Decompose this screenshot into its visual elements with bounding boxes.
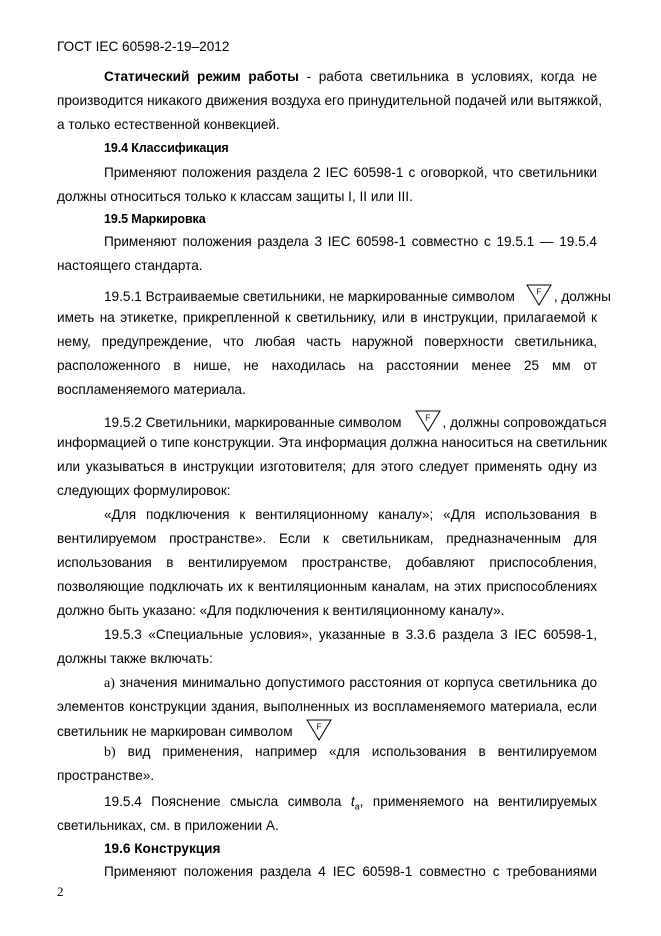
p1953-line-1: 19.5.3 «Специальные условия», указанные в 3.3.6 раздела 3 IEC 60598-1, (104, 627, 597, 642)
svg-text:F: F (536, 287, 542, 297)
svg-text:F: F (425, 413, 430, 423)
s19-4-line-2: должны относиться только к классам защиты I, II или III. (57, 189, 413, 204)
p1951-line-2: иметь на этикетке, прикрепленной к светильнику, или в инструкции, прилагаемой к (57, 310, 597, 325)
s19-4-line-1: Применяют положения раздела 2 IEC 60598-1 с оговоркой, что светильники (104, 165, 597, 180)
heading-19-6: 19.6 Конструкция (104, 841, 221, 856)
f-symbol-icon (414, 410, 442, 432)
p1952-line-4: следующих формулировок: (57, 483, 231, 498)
f-symbol-icon (525, 284, 553, 306)
p1954-text-a: 19.5.4 Пояснение смысла символа (104, 794, 342, 809)
p1953-line-2: должны также включать: (57, 651, 213, 666)
p1953-item-b-line-2: пространстве». (57, 768, 155, 783)
p1954-text-b: , применяемого на вентилируемых (359, 794, 597, 809)
p1952-line-5: «Для подключения к вентиляционному каналу»; «Для использования в (104, 507, 597, 522)
p1951-text-b: , должны (553, 289, 611, 304)
heading-19-4: 19.4 Классификация (104, 141, 229, 155)
term-static-mode: Статический режим работы (104, 69, 299, 84)
intro-text-1: - работа светильника в условиях, когда не (306, 69, 598, 84)
page-number: 2 (57, 884, 64, 899)
s19-5-line-2: настоящего стандарта. (57, 258, 203, 273)
p1954-line-1 (104, 794, 597, 812)
f-symbol-icon (305, 719, 333, 741)
p1952-line-3: или указываться в инструкции изготовителя; для этого следует применять одну из (57, 459, 597, 474)
p1951-text-a: 19.5.1 Встраиваемые светильники, не маркированные символом (104, 289, 515, 304)
intro-line-1 (104, 69, 597, 84)
p1952-line-8: позволяющие подключать их к вентиляционным каналам, на этих приспособлениях (57, 579, 597, 594)
p1953-item-a-line-1 (104, 675, 597, 692)
item-a-text-3: светильник не маркирован символом (57, 724, 293, 739)
p1951-line-4: расположенного в нише, не находилась на расстоянии менее 25 мм от (57, 358, 597, 373)
p1951-line-5: воспламеняемого материала. (57, 382, 246, 397)
p1954-line-2: светильниках, см. в приложении А. (57, 818, 279, 833)
p1952-line-9: должно быть указано: «Для подключения к вентиляционному каналу». (57, 603, 505, 618)
p1953-item-a-line-2: элементов конструкции здания, выполненных из воспламеняемого материала, если (57, 699, 597, 714)
p1951-line-3: нему, предупреждение, что любая часть наружной поверхности светильника, (57, 334, 597, 349)
p1952-text-a: 19.5.2 Светильники, маркированные символом (104, 415, 402, 430)
p1952-line-7: использования в вентилируемом пространстве, добавляют приспособления, (57, 555, 597, 570)
svg-text:F: F (316, 722, 322, 732)
s19-5-line-1: Применяют положения раздела 3 IEC 60598-1 совместно с 19.5.1 — 19.5.4 (104, 234, 597, 249)
document-header: ГОСТ IEC 60598-2-19–2012 (57, 39, 230, 54)
item-a-marker: а) (104, 676, 115, 691)
p1951-line-1 (104, 284, 611, 306)
p1952-line-1 (104, 410, 607, 432)
heading-19-5: 19.5 Маркировка (104, 212, 206, 226)
p1952-line-2: информацией о типе конструкции. Эта информация должна наноситься на светильник (57, 435, 607, 450)
p1952-text-b: , должны сопровождаться (442, 415, 607, 430)
p1952-line-6: вентилируемом пространстве». Если к светильникам, предназначенным для (57, 531, 597, 546)
intro-line-2: производится никакого движения воздуха его принудительной подачей или вытяжкой, (57, 93, 603, 108)
p1953-item-b-line-1 (104, 744, 597, 761)
item-b-text-1: вид применения, например «для использования в вентилируемом (127, 744, 598, 759)
item-b-marker: b) (104, 745, 116, 760)
item-a-text-1: значения минимально допустимого расстояния от корпуса светильника до (119, 675, 597, 690)
s19-6-line-1: Применяют положения раздела 4 IEC 60598-1 совместно с требованиями (104, 864, 597, 879)
p1953-item-a-line-3 (57, 719, 597, 741)
intro-line-3: а только естественной конвекцией. (57, 117, 280, 132)
symbol-ta: $t_a$ (350, 794, 360, 812)
